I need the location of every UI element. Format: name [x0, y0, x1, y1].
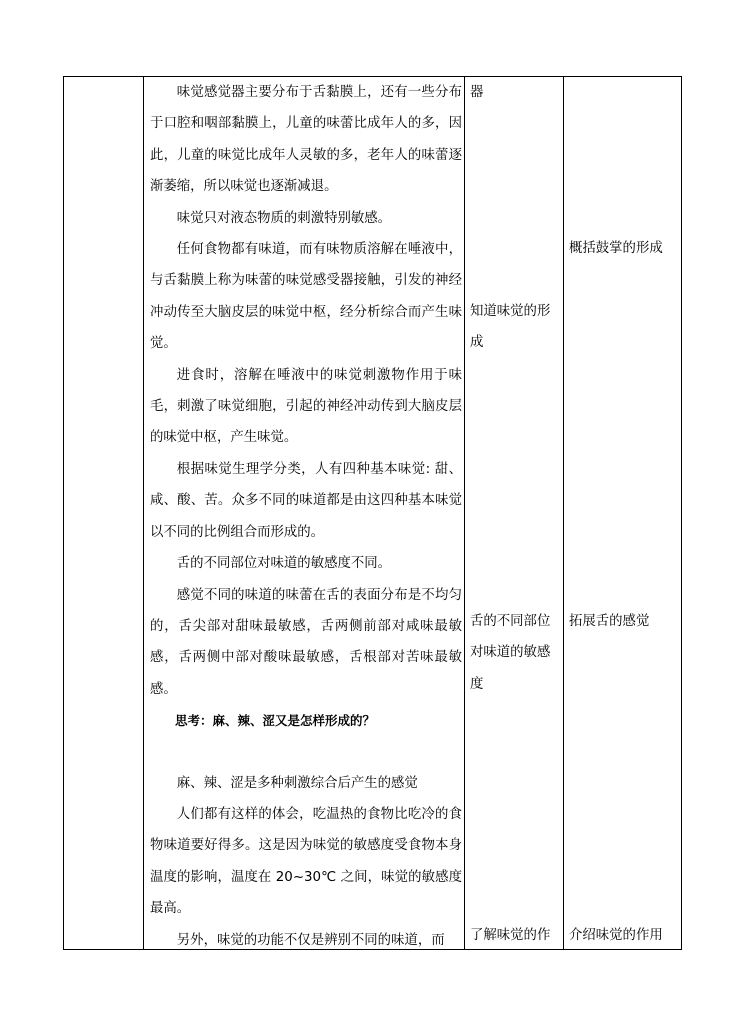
paragraph: 根据味觉生理学分类，人有四种基本味觉: 甜、咸、酸、苦。众多不同的味道都是由这四种基本味觉以不同的比例组合而形成的。 [150, 461, 462, 540]
content-column [150, 76, 462, 956]
design-intent-text: 拓展舌的感觉 [569, 614, 650, 629]
design-intent-text: 概括鼓掌的形成 [569, 241, 663, 256]
think-question: 思考：麻、辣、涩又是怎样形成的？ [175, 713, 376, 729]
design-intent-text: 介绍味觉的作用 [569, 928, 663, 943]
table-divider [464, 76, 465, 950]
table-divider [143, 76, 144, 950]
student-activity-text: 知道味觉的形成 [470, 304, 551, 351]
paragraph: 另外，味觉的功能不仅是辨别不同的味道，而 [176, 932, 445, 948]
paragraph: 舌的不同部位对味道的敏感度不同。 [176, 556, 392, 572]
blank-line [150, 737, 462, 768]
table-divider [563, 76, 564, 950]
paragraph: 进食时，溶解在唾液中的味觉刺激物作用于味毛，刺激了味觉细胞，引起的神经冲动传到大脑皮层的味觉中枢，产生味觉。 [150, 367, 462, 446]
student-activity-text: 器 [470, 85, 484, 100]
paragraph: 味觉感觉器主要分布于舌黏膜上，还有一些分布于口腔和咽部黏膜上，儿童的味蕾比成年人的多，因此，儿童的味觉比成年人灵敏的多，老年人的味蕾逐渐萎缩，所以味觉也逐渐减退。 [150, 85, 462, 195]
paragraph: 味觉只对液态物质的刺激特别敏感。 [176, 210, 392, 226]
paragraph: 人们都有这样的体会，吃温热的食物比吃冷的食物味道要好得多。这是因为味觉的敏感度受食物本身温度的影响，温度在 20~30℃ 之间，味觉的敏感度最高。 [150, 806, 462, 917]
paragraph: 麻、辣、涩是多种刺激综合后产生的感觉 [176, 775, 418, 791]
paragraph: 任何食物都有味道，而有味物质溶解在唾液中，与舌黏膜上称为味蕾的味觉感受器接触，引发的神经冲动传至大脑皮层的味觉中枢，经分析综合而产生味觉。 [150, 242, 462, 352]
student-activity-text: 了解味觉的作 [470, 928, 551, 943]
paragraph: 感觉不同的味道的味蕾在舌的表面分布是不均匀的，舌尖部对甜味最敏感，舌两侧前部对咸味最敏感，舌两侧中部对酸味最敏感，舌根部对苦味最敏感。 [150, 587, 462, 697]
student-activity-text: 舌的不同部位对味道的敏感度 [470, 614, 551, 692]
